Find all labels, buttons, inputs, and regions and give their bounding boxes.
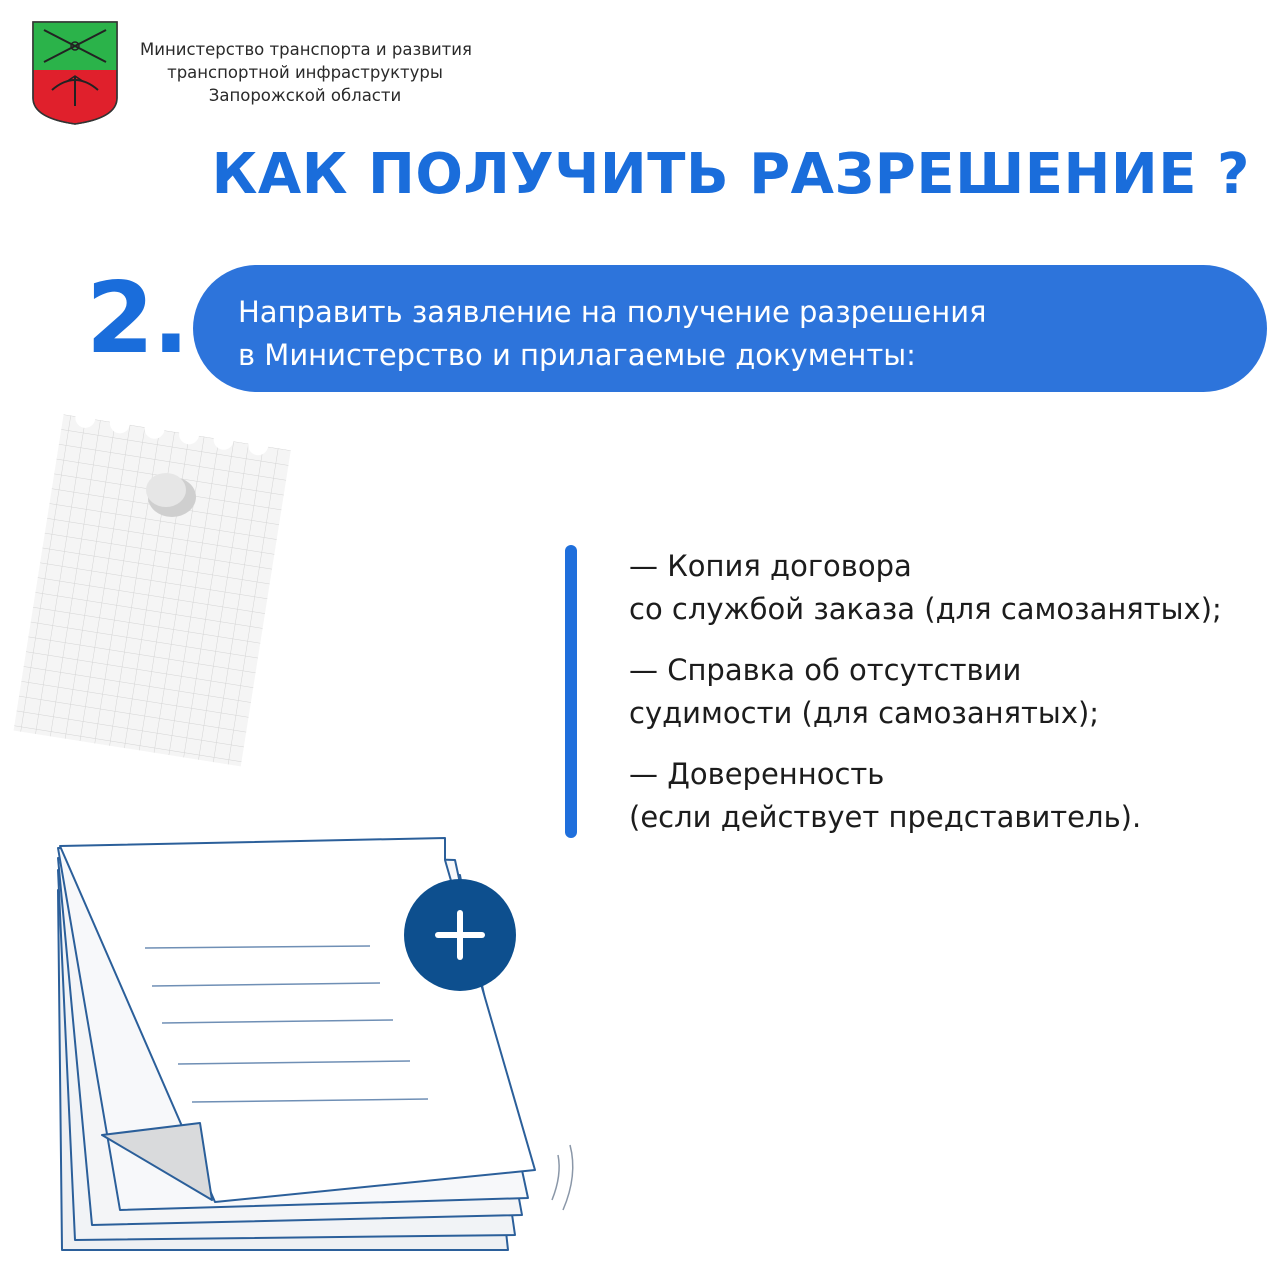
ministry-name [140, 38, 470, 107]
coat-of-arms-icon [30, 20, 120, 126]
step-banner [193, 265, 1267, 392]
document-list [629, 545, 1269, 857]
list-item-line: — Доверенность [629, 757, 885, 791]
list-item [629, 649, 1269, 735]
list-item-line: судимости (для самозанятых); [629, 696, 1100, 730]
accent-bar [565, 545, 577, 838]
list-item [629, 753, 1269, 839]
list-item-line: (если действует представитель). [629, 800, 1142, 834]
ministry-name-line: Запорожской области [208, 86, 402, 105]
step-number: 2. [86, 262, 188, 376]
ministry-name-line: Министерство транспорта и развития [140, 40, 472, 59]
step-banner-line: в Министерство и прилагаемые документы: [238, 338, 916, 372]
ministry-name-line: транспортной инфраструктуры [167, 63, 443, 82]
list-item-line: — Копия договора [629, 549, 912, 583]
list-item-line: — Справка об отсутствии [629, 653, 1022, 687]
page-title: КАК ПОЛУЧИТЬ РАЗРЕШЕНИЕ ? [211, 142, 1250, 207]
plus-circle-icon [401, 876, 519, 994]
grid-note-paper-icon [0, 400, 300, 770]
list-item-line: со службой заказа (для самозанятых); [629, 592, 1222, 626]
step-banner-line: Направить заявление на получение разрешения [238, 295, 987, 329]
list-item [629, 545, 1269, 631]
